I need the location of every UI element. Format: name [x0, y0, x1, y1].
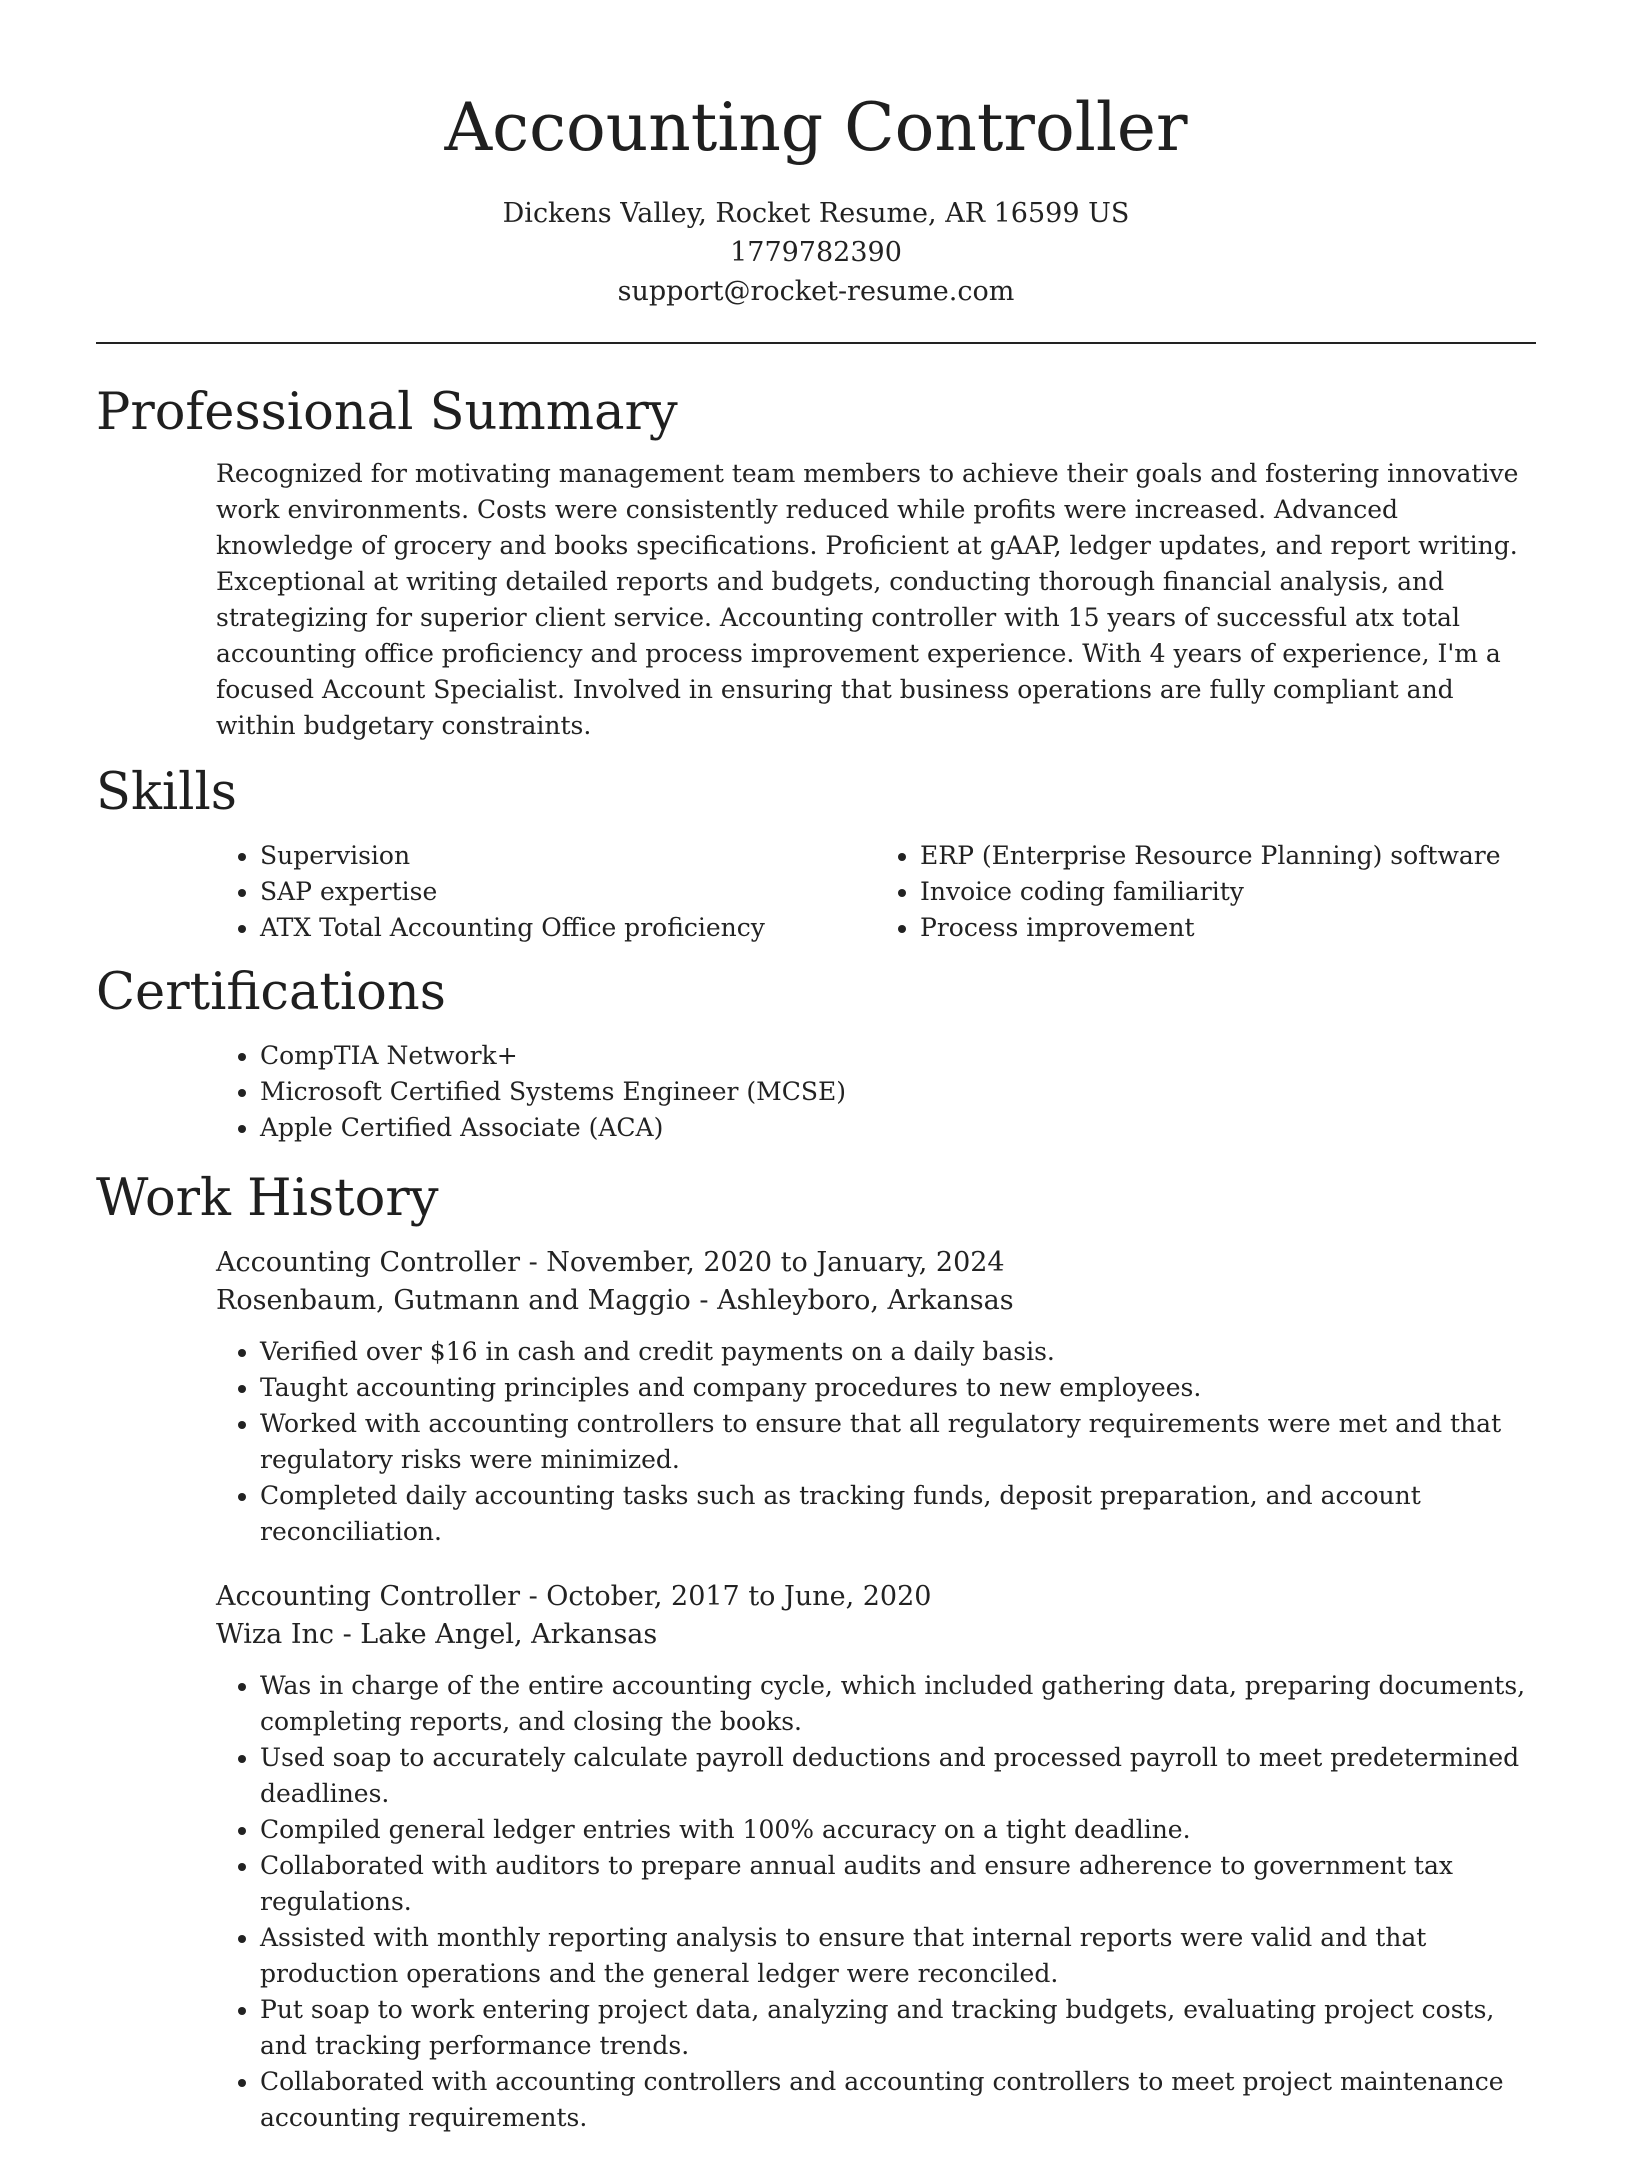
- job-dates: - November, 2020 to January, 2024: [520, 1247, 1005, 1278]
- skill-item: • Supervision: [260, 838, 876, 874]
- skills-column-left: [216, 838, 876, 946]
- job-bullet: • Was in charge of the entire accounting cycle, which included gathering data, preparing documents, completing reports, and closing the books.: [260, 1668, 1536, 1740]
- section-title-work-history: Work History: [96, 1169, 439, 1228]
- job-bullet: • Used soap to accurately calculate payroll deductions and processed payroll to meet predetermined deadlines.: [260, 1740, 1536, 1812]
- certifications-list: [216, 1038, 1536, 1146]
- job-bullet: • Put soap to work entering project data, analyzing and tracking budgets, evaluating project costs, and tracking performance trends.: [260, 1992, 1536, 2064]
- certification-item: • Apple Certified Associate (ACA): [260, 1110, 1536, 1146]
- skills-column-right: [876, 838, 1536, 946]
- section-title-skills: Skills: [96, 763, 237, 822]
- resume-header: [0, 0, 1632, 311]
- job-entry: [216, 1578, 1536, 2136]
- skill-item: • Invoice coding familiarity: [920, 874, 1536, 910]
- skills-list: [216, 838, 1536, 946]
- skill-item: • ATX Total Accounting Office proficiency: [260, 910, 876, 946]
- job-bullet: • Collaborated with auditors to prepare annual audits and ensure adherence to government tax regulations.: [260, 1848, 1536, 1920]
- job-location: - Lake Angel, Arkansas: [334, 1619, 658, 1650]
- job-bullet: • Compiled general ledger entries with 100% accuracy on a tight deadline.: [260, 1812, 1536, 1848]
- skill-item: • ERP (Enterprise Resource Planning) software: [920, 838, 1536, 874]
- email: support@rocket-resume.com: [617, 276, 1015, 307]
- job-dates: - October, 2017 to June, 2020: [520, 1581, 932, 1612]
- job-title-line: [216, 1244, 1536, 1282]
- job-bullet: • Completed daily accounting tasks such as tracking funds, deposit preparation, and account reconciliation.: [260, 1478, 1536, 1550]
- job-role: Accounting Controller: [216, 1581, 520, 1612]
- job-bullet: • Worked with accounting controllers to ensure that all regulatory requirements were met and that regulatory risks were minimized.: [260, 1406, 1536, 1478]
- skill-item: • SAP expertise: [260, 874, 876, 910]
- job-company: Rosenbaum, Gutmann and Maggio: [216, 1285, 691, 1316]
- job-bullet: • Taught accounting principles and company procedures to new employees.: [260, 1370, 1536, 1406]
- job-entry: [216, 1244, 1536, 1550]
- job-bullet: • Assisted with monthly reporting analysis to ensure that internal reports were valid and that production operations and the general ledger were reconciled.: [260, 1920, 1536, 1992]
- job-company-line: [216, 1282, 1536, 1320]
- certification-item: • Microsoft Certified Systems Engineer (MCSE): [260, 1074, 1536, 1110]
- resume-name: Accounting Controller: [444, 89, 1188, 166]
- contact-info: [0, 194, 1632, 311]
- certification-item: • CompTIA Network+: [260, 1038, 1536, 1074]
- job-bullets: [216, 1334, 1536, 1550]
- job-company-line: [216, 1616, 1536, 1654]
- job-bullet: • Verified over $16 in cash and credit payments on a daily basis.: [260, 1334, 1536, 1370]
- header-divider: [96, 342, 1536, 344]
- job-role: Accounting Controller: [216, 1247, 520, 1278]
- section-title-certifications: Certifications: [96, 963, 446, 1022]
- resume-body: [96, 378, 1536, 2164]
- job-title-line: [216, 1578, 1536, 1616]
- job-company: Wiza Inc: [216, 1619, 334, 1650]
- address: Dickens Valley, Rocket Resume, AR 16599 US: [502, 198, 1130, 229]
- phone: 1779782390: [730, 237, 902, 268]
- job-location: - Ashleyboro, Arkansas: [690, 1285, 1014, 1316]
- skill-item: • Process improvement: [920, 910, 1536, 946]
- job-bullet: • Collaborated with accounting controllers and accounting controllers to meet project maintenance accounting requirements.: [260, 2064, 1536, 2136]
- job-bullets: [216, 1668, 1536, 2136]
- summary-text: Recognized for motivating management team members to achieve their goals and fostering innovative work environments. Costs were consistently reduced while profits were increased. Advanced knowledge of grocery and books specifications. Proficient at gAAP, ledger updates, and report writing. Exceptional at writing detailed reports and budgets, conducting thorough financial analysis, and strategizing for superior client service. Accounting controller with 15 years of successful atx total accounting office proficiency and process improvement experience. With 4 years of experience, I'm a focused Account Specialist. Involved in ensuring that business operations are fully compliant and within budgetary constraints.: [216, 459, 1519, 740]
- section-title-summary: Professional Summary: [96, 383, 678, 442]
